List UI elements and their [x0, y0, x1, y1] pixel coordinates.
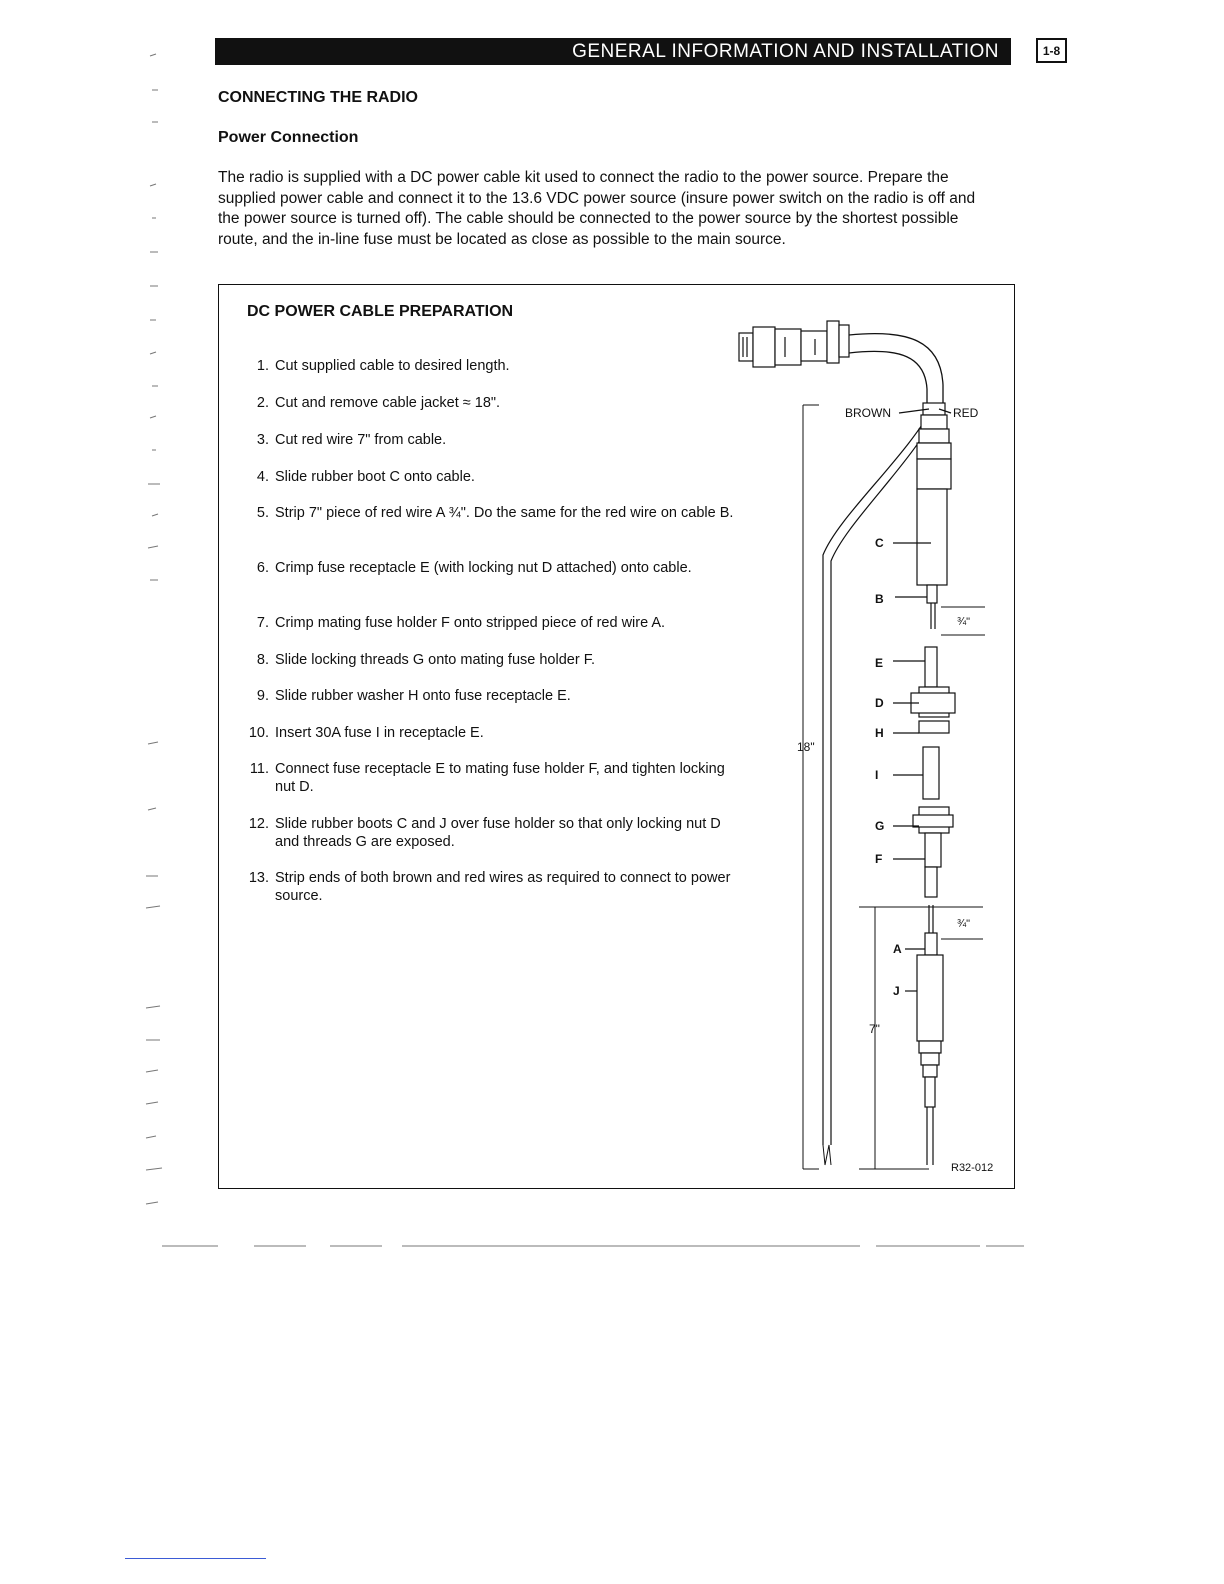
- label-a: A: [893, 942, 902, 956]
- step-number: 5.: [256, 505, 269, 521]
- label-dim-18: 18": [797, 740, 815, 754]
- step-number: 13.: [248, 870, 269, 886]
- section-title: CONNECTING THE RADIO: [218, 89, 418, 106]
- step-text: Strip ends of both brown and red wires as required to connect to power source.: [275, 870, 731, 904]
- label-red: RED: [953, 406, 979, 420]
- label-dim-three-quarter-top: ¾": [957, 616, 971, 628]
- step-text: Connect fuse receptacle E to mating fuse holder F, and tighten locking nut D.: [275, 761, 725, 795]
- step-number: 8.: [256, 652, 269, 668]
- label-c: C: [875, 536, 884, 550]
- step-text: Slide locking threads G onto mating fuse holder F.: [275, 652, 595, 668]
- step-number: 6.: [256, 560, 269, 576]
- header-title: GENERAL INFORMATION AND INSTALLATION: [572, 40, 999, 62]
- label-h: H: [875, 726, 884, 740]
- label-brown: BROWN: [845, 406, 891, 420]
- label-i: I: [875, 768, 879, 782]
- figure-id: R32-012: [951, 1162, 994, 1174]
- step-text: Slide rubber washer H onto fuse receptacle E.: [275, 688, 571, 704]
- step-number: 4.: [256, 469, 269, 485]
- box-title: DC POWER CABLE PREPARATION: [247, 303, 514, 320]
- step-number: 7.: [256, 615, 269, 631]
- step-text: Crimp mating fuse holder F onto stripped piece of red wire A.: [275, 615, 666, 631]
- step-text: Slide rubber boot C onto cable.: [275, 469, 475, 485]
- step-text: Cut supplied cable to desired length.: [275, 358, 510, 374]
- label-b: B: [875, 592, 884, 606]
- step-number: 9.: [256, 688, 269, 704]
- step-number: 10.: [248, 725, 269, 741]
- label-j: J: [893, 984, 900, 998]
- label-e: E: [875, 656, 884, 670]
- step-text: Cut and remove cable jacket ≈ 18".: [275, 395, 501, 411]
- step-text: Strip 7" piece of red wire A ¾". Do the same for the red wire on cable B.: [275, 505, 734, 521]
- label-d: D: [875, 696, 884, 710]
- bottom-rule: [125, 1558, 266, 1559]
- step-text: Crimp fuse receptacle E (with locking nut D attached) onto cable.: [275, 560, 692, 576]
- label-f: F: [875, 852, 883, 866]
- step-text: Insert 30A fuse I in receptacle E.: [275, 725, 484, 741]
- step-number: 2.: [256, 395, 269, 411]
- intro-paragraph: The radio is supplied with a DC power cable kit used to connect the radio to the power source. Prepare the supplied power cable and connect it to the 13.6 VDC power source (insure power switch on the radio is off and the power source is turned off). The cable should be connected to the power source by the shortest possible route, and the in-line fuse must be located as close as possible to the main source.: [218, 169, 976, 248]
- label-dim-three-quarter-bottom: ¾": [957, 918, 971, 930]
- step-number: 3.: [256, 432, 269, 448]
- subsection-title: Power Connection: [218, 129, 359, 146]
- step-text: Slide rubber boots C and J over fuse holder so that only locking nut D and threads G are exposed.: [275, 816, 721, 850]
- step-number: 11.: [249, 761, 269, 777]
- page-number: 1-8: [1036, 38, 1067, 63]
- label-g: G: [875, 819, 885, 833]
- step-number: 12.: [248, 816, 269, 832]
- step-text: Cut red wire 7" from cable.: [275, 432, 447, 448]
- label-dim-7: 7": [869, 1022, 880, 1036]
- step-number: 1.: [256, 358, 269, 374]
